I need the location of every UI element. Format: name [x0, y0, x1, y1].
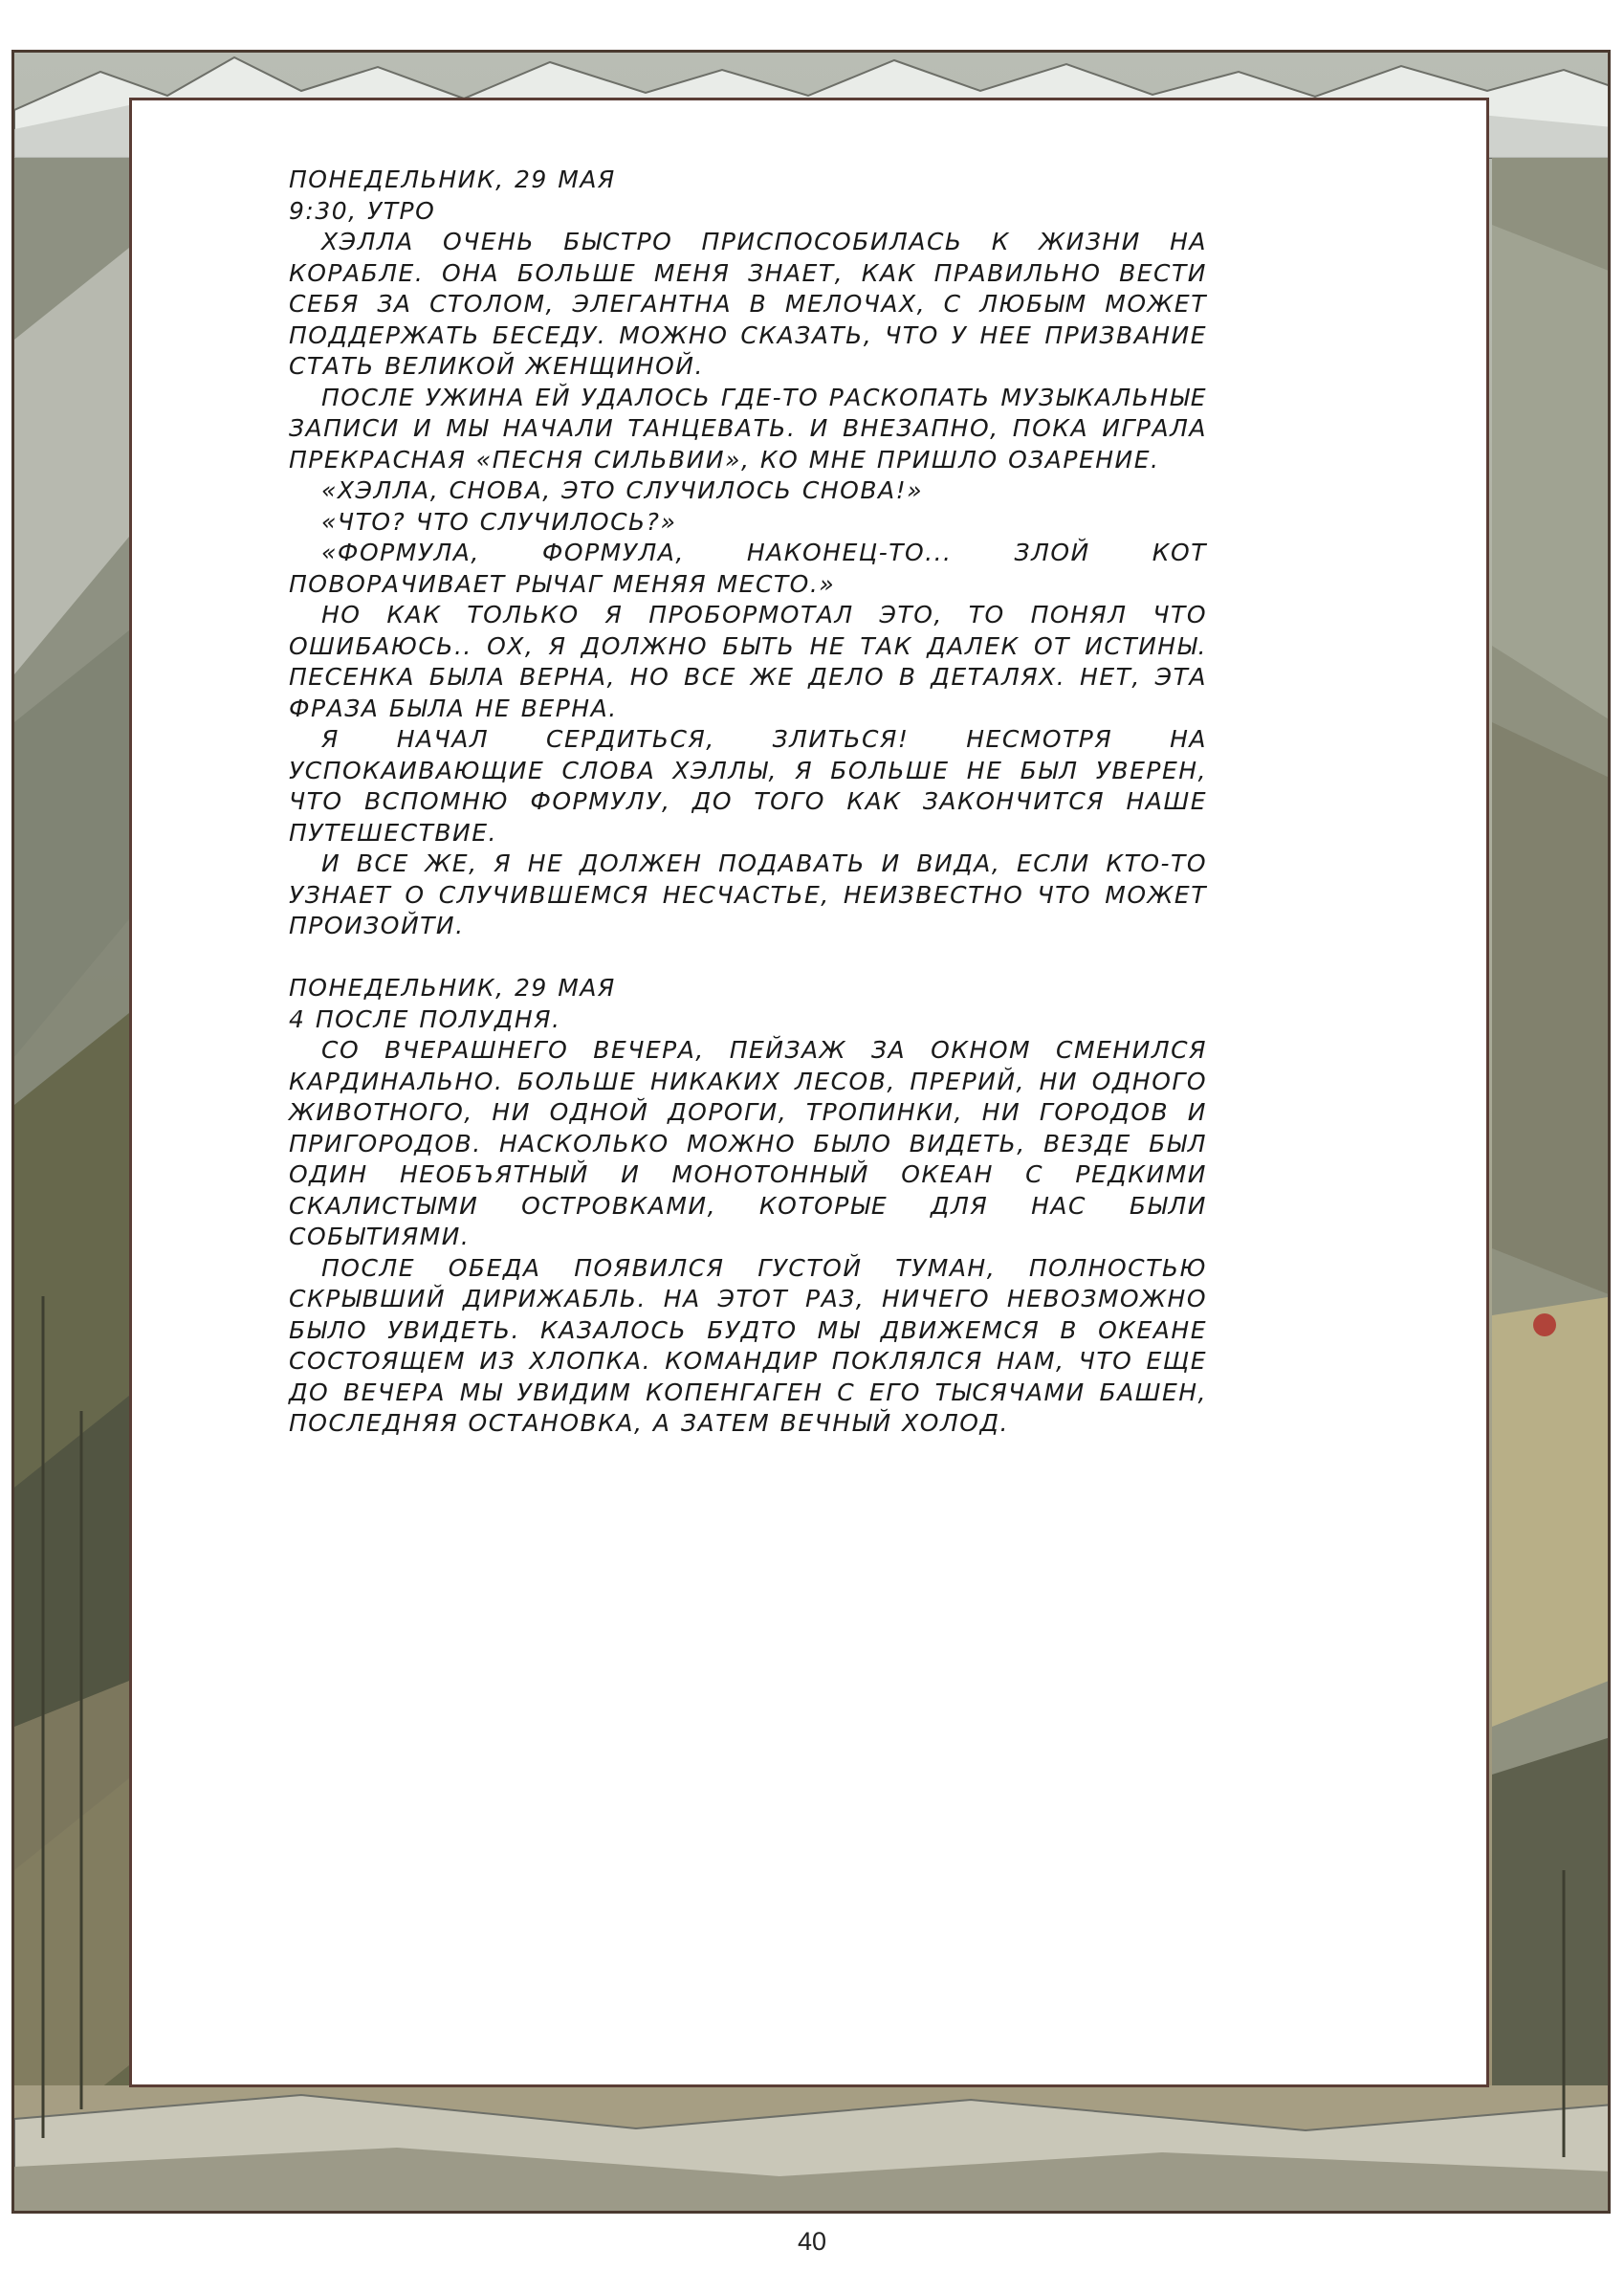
entry-time: 9:30, УТРО — [289, 196, 436, 225]
paragraph: И ВСЕ ЖЕ, Я НЕ ДОЛЖЕН ПОДАВАТЬ И ВИДА, ЕСЛИ КТО-ТО УЗНАЕТ О СЛУЧИВШЕМСЯ НЕСЧАСТЬЕ, НЕИЗВЕСТНО ЧТО МОЖЕТ ПРОИЗОЙТИ. — [289, 849, 1207, 939]
diary-entry — [289, 973, 1207, 1440]
paragraph: ПОСЛЕ ОБЕДА ПОЯВИЛСЯ ГУСТОЙ ТУМАН, ПОЛНОСТЬЮ СКРЫВШИЙ ДИРИЖАБЛЬ. НА ЭТОТ РАЗ, НИЧЕГО НЕВОЗМОЖНО БЫЛО УВИДЕТЬ. КАЗАЛОСЬ БУДТО МЫ ДВИЖЕМСЯ В ОКЕАНЕ СОСТОЯЩЕМ ИЗ ХЛОПКА. КОМАНДИР ПОКЛЯЛСЯ НАМ, ЧТО ЕЩЕ ДО ВЕЧЕРА МЫ УВИДИМ КОПЕНГАГЕН С ЕГО ТЫСЯЧАМИ БАШЕН, ПОСЛЕДНЯЯ ОСТАНОВКА, А ЗАТЕМ ВЕЧНЫЙ ХОЛОД. — [289, 1253, 1207, 1437]
entry-date: ПОНЕДЕЛЬНИК, 29 МАЯ — [289, 974, 616, 1002]
paragraph: Я НАЧАЛ СЕРДИТЬСЯ, ЗЛИТЬСЯ! НЕСМОТРЯ НА УСПОКАИВАЮЩИЕ СЛОВА ХЭЛЛЫ, Я БОЛЬШЕ НЕ БЫЛ УВЕРЕН, ЧТО ВСПОМНЮ ФОРМУЛУ, ДО ТОГО КАК ЗАКОНЧИТСЯ НАШЕ ПУТЕШЕСТВИЕ. — [289, 725, 1207, 847]
paragraph: НО КАК ТОЛЬКО Я ПРОБОРМОТАЛ ЭТО, ТО ПОНЯЛ ЧТО ОШИБАЮСЬ.. ОХ, Я ДОЛЖНО БЫТЬ НЕ ТАК ДАЛЕК ОТ ИСТИНЫ. ПЕСЕНКА БЫЛА ВЕРНА, НО ВСЕ ЖЕ ДЕЛО В ДЕТАЛЯХ. НЕТ, ЭТА ФРАЗА БЫЛА НЕ ВЕРНА. — [289, 601, 1207, 722]
diary-text — [289, 165, 1207, 1470]
paragraph: ПОСЛЕ УЖИНА ЕЙ УДАЛОСЬ ГДЕ-ТО РАСКОПАТЬ МУЗЫКАЛЬНЫЕ ЗАПИСИ И МЫ НАЧАЛИ ТАНЦЕВАТЬ. И ВНЕЗАПНО, ПОКА ИГРАЛА ПРЕКРАСНАЯ «ПЕСНЯ СИЛЬВИИ», КО МНЕ ПРИШЛО ОЗАРЕНИЕ. — [289, 383, 1207, 474]
paragraph: «ХЭЛЛА, СНОВА, ЭТО СЛУЧИЛОСЬ СНОВА!» — [321, 476, 924, 504]
paragraph: ХЭЛЛА ОЧЕНЬ БЫСТРО ПРИСПОСОБИЛАСЬ К ЖИЗНИ НА КОРАБЛЕ. ОНА БОЛЬШЕ МЕНЯ ЗНАЕТ, КАК ПРАВИЛЬНО ВЕСТИ СЕБЯ ЗА СТОЛОМ, ЭЛЕГАНТНА В МЕЛОЧАХ, С ЛЮБЫМ МОЖЕТ ПОДДЕРЖАТЬ БЕСЕДУ. МОЖНО СКАЗАТЬ, ЧТО У НЕЕ ПРИЗВАНИЕ СТАТЬ ВЕЛИКОЙ ЖЕНЩИНОЙ. — [289, 228, 1207, 380]
paragraph: «ФОРМУЛА, ФОРМУЛА, НАКОНЕЦ-ТО... ЗЛОЙ КОТ ПОВОРАЧИВАЕТ РЫЧАГ МЕНЯЯ МЕСТО.» — [289, 539, 1207, 598]
paragraph: «ЧТО? ЧТО СЛУЧИЛОСЬ?» — [321, 507, 677, 536]
entry-date: ПОНЕДЕЛЬНИК, 29 МАЯ — [289, 165, 616, 193]
paragraph: СО ВЧЕРАШНЕГО ВЕЧЕРА, ПЕЙЗАЖ ЗА ОКНОМ СМЕНИЛСЯ КАРДИНАЛЬНО. БОЛЬШЕ НИКАКИХ ЛЕСОВ, ПРЕРИЙ, НИ ОДНОГО ЖИВОТНОГО, НИ ОДНОЙ ДОРОГИ, ТРОПИНКИ, НИ ГОРОДОВ И ПРИГОРОДОВ. НАСКОЛЬКО МОЖНО БЫЛО ВИДЕТЬ, ВЕЗДЕ БЫЛ ОДИН НЕОБЪЯТНЫЙ И МОНОТОННЫЙ ОКЕАН С РЕДКИМИ СКАЛИСТЫМИ ОСТРОВКАМИ, КОТОРЫЕ ДЛЯ НАС БЫЛИ СОБЫТИЯМИ. — [289, 1036, 1207, 1250]
diary-entry — [289, 165, 1207, 942]
page-number: 40 — [797, 2227, 827, 2256]
entry-time: 4 ПОСЛЕ ПОЛУДНЯ. — [289, 1004, 561, 1033]
